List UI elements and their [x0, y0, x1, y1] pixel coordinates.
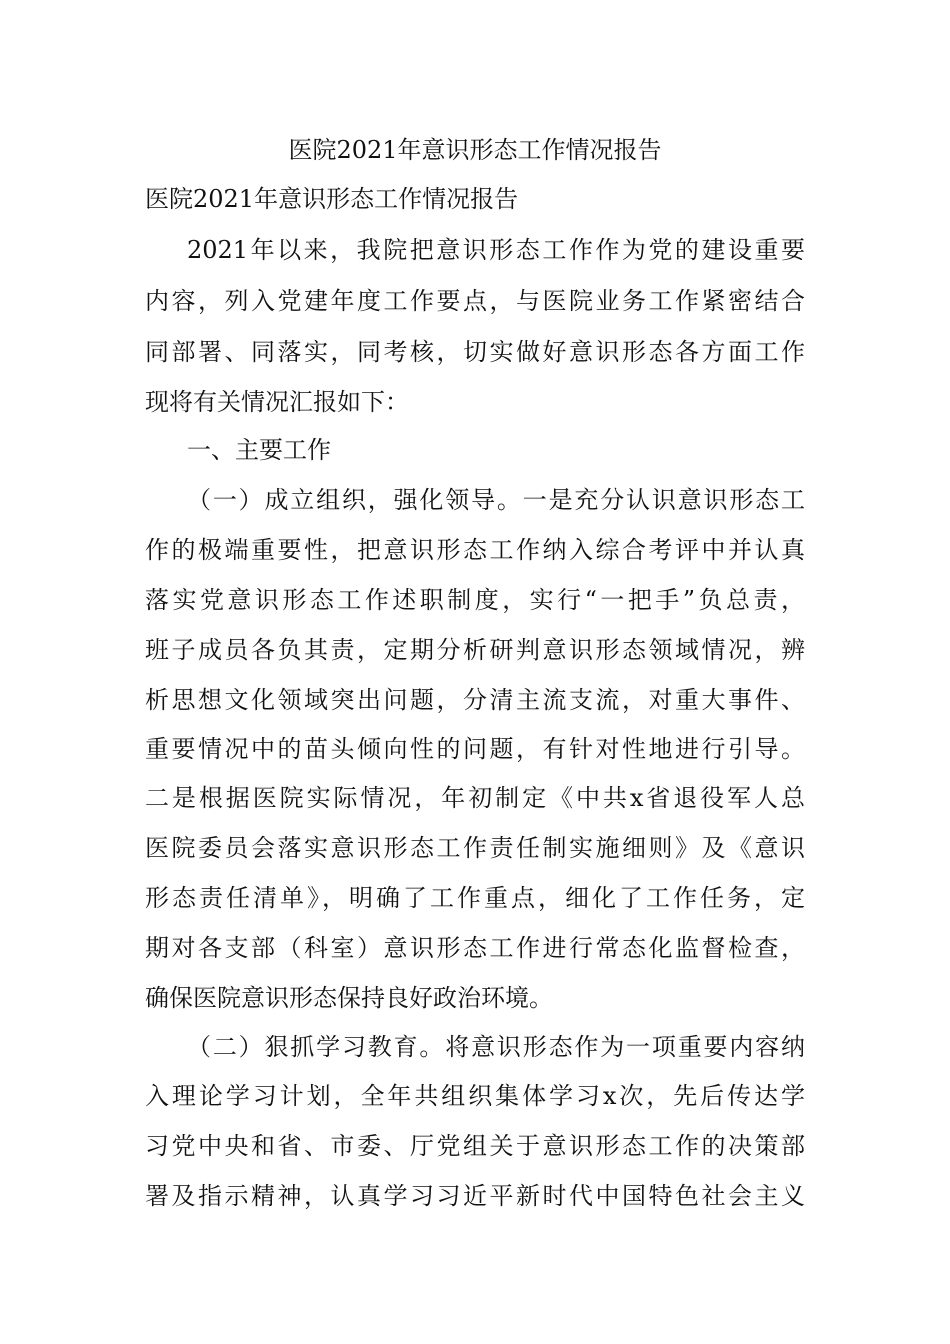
paragraph-line: 形态责任清单》，明确了工作重点，细化了工作任务，定 [145, 884, 805, 912]
paragraph-line: 班子成员各负其责，定期分析研判意识形态领域情况，辨 [145, 636, 805, 664]
paragraph-line: 习党中央和省、市委、厅党组关于意识形态工作的决策部 [145, 1132, 805, 1160]
document-title: 医院2021年意识形态工作情况报告 [288, 136, 662, 164]
paragraph-line: （二）狠抓学习教育。将意识形态作为一项重要内容纳 [187, 1033, 805, 1061]
paragraph-line: 医院委员会落实意识形态工作责任制实施细则》及《意识 [145, 834, 805, 862]
paragraph-line: （一）成立组织，强化领导。一是充分认识意识形态工 [187, 486, 805, 514]
paragraph-line: 同部署、同落实，同考核，切实做好意识形态各方面工作 [145, 338, 805, 366]
section-heading: 一、主要工作 [187, 436, 331, 464]
paragraph-line: 现将有关情况汇报如下： [145, 388, 409, 416]
paragraph-line: 重要情况中的苗头倾向性的问题，有针对性地进行引导。 [145, 735, 805, 763]
paragraph-line: 期对各支部（科室）意识形态工作进行常态化监督检查， [145, 934, 805, 962]
paragraph-line: 2021年以来，我院把意识形态工作作为党的建设重要 [187, 236, 805, 264]
paragraph-line: 作的极端重要性，把意识形态工作纳入综合考评中并认真 [145, 536, 805, 564]
paragraph-line: 落实党意识形态工作述职制度，实行“一把手”负总责， [145, 586, 805, 614]
paragraph-line: 二是根据医院实际情况，年初制定《中共x省退役军人总 [145, 784, 805, 812]
paragraph-line: 入理论学习计划，全年共组织集体学习x次，先后传达学 [145, 1082, 805, 1110]
paragraph-line: 内容，列入党建年度工作要点，与医院业务工作紧密结合 [145, 287, 805, 315]
paragraph-line: 确保医院意识形态保持良好政治环境。 [145, 984, 553, 1012]
document-subtitle: 医院2021年意识形态工作情况报告 [145, 185, 519, 213]
paragraph-line: 析思想文化领域突出问题，分清主流支流，对重大事件、 [145, 686, 805, 714]
paragraph-line: 署及指示精神，认真学习习近平新时代中国特色社会主义 [145, 1182, 805, 1210]
